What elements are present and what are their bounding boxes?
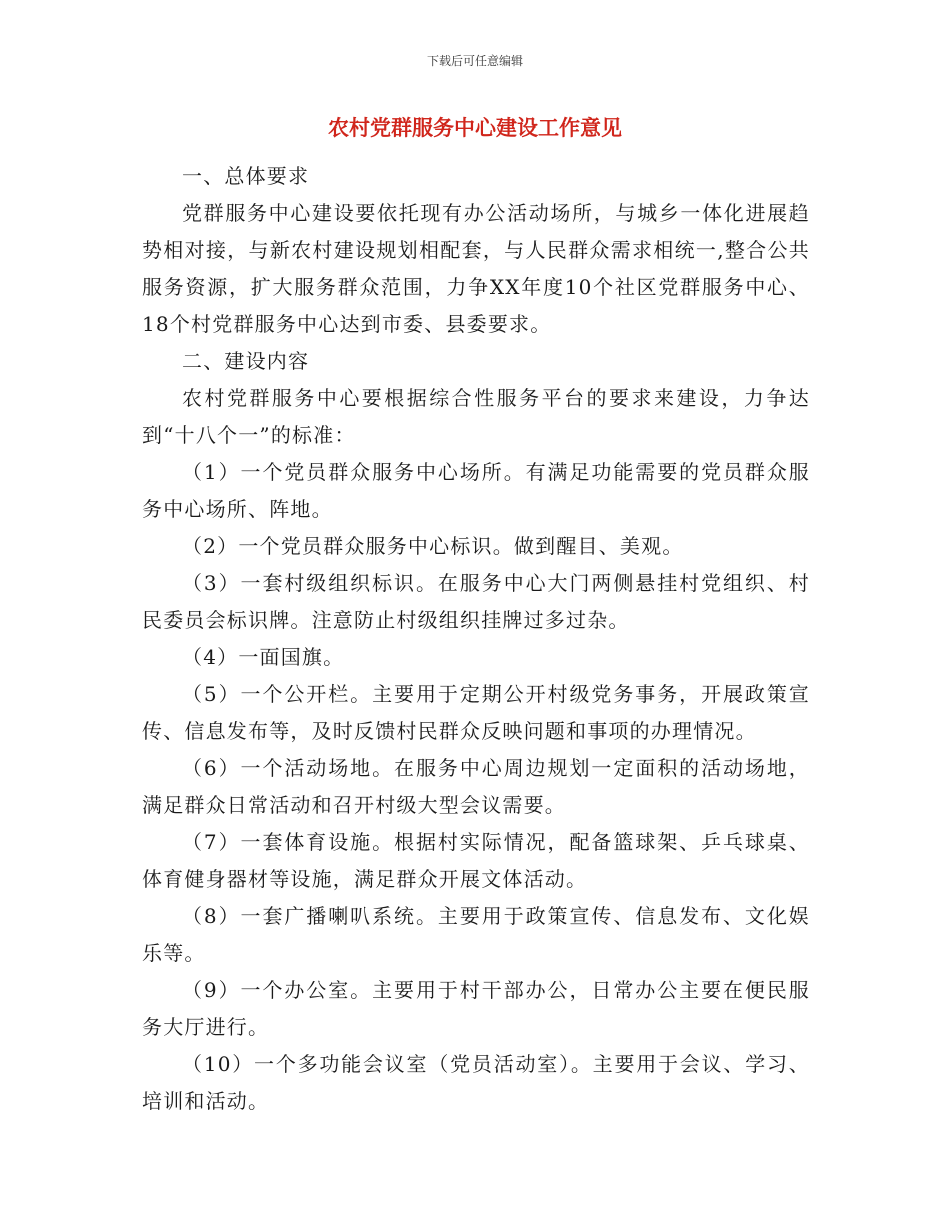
document-title: 农村党群服务中心建设工作意见 (328, 115, 622, 140)
list-item: （10）一个多功能会议室（党员活动室）。主要用于会议、学习、培训和活动。 (142, 1052, 810, 1113)
list-item: （5）一个公开栏。主要用于定期公开村级党务事务，开展政策宣传、信息发布等，及时反馈村民群众反映问题和事项的办理情况。 (142, 682, 810, 743)
document-body (142, 158, 810, 1120)
list-item: （4）一面国旗。 (182, 645, 345, 669)
list-item: （7）一套体育设施。根据村实际情况，配备篮球架、乒乓球桌、体育健身器材等设施，满足群众开展文体活动。 (142, 830, 810, 891)
list-item: （8）一套广播喇叭系统。主要用于政策宣传、信息发布、文化娱乐等。 (142, 904, 810, 965)
section-heading-general-requirements: 一、总体要求 (182, 164, 310, 188)
page-header: 下载后可任意编辑 (426, 54, 523, 68)
list-item: （9）一个办公室。主要用于村干部办公，日常办公主要在便民服务大厅进行。 (142, 978, 810, 1039)
list-item: （1）一个党员群众服务中心场所。有满足功能需要的党员群众服务中心场所、阵地。 (142, 460, 810, 521)
section-heading-construction-content: 二、建设内容 (182, 349, 310, 373)
paragraph: 农村党群服务中心要根据综合性服务平台的要求来建设，力争达到“十八个一”的标准： (142, 386, 810, 447)
list-item: （3）一套村级组织标识。在服务中心大门两侧悬挂村党组织、村民委员会标识牌。注意防止村级组织挂牌过多过杂。 (142, 571, 810, 632)
list-item: （2）一个党员群众服务中心标识。做到醒目、美观。 (182, 534, 684, 558)
list-item: （6）一个活动场地。在服务中心周边规划一定面积的活动场地，满足群众日常活动和召开村级大型会议需要。 (142, 756, 810, 817)
paragraph: 党群服务中心建设要依托现有办公活动场所，与城乡一体化进展趋势相对接，与新农村建设规划相配套，与人民群众需求相统一,整合公共服务资源，扩大服务群众范围，力争XX年度10个社区党群服务中心、18个村党群服务中心达到市委、县委要求。 (142, 201, 810, 336)
